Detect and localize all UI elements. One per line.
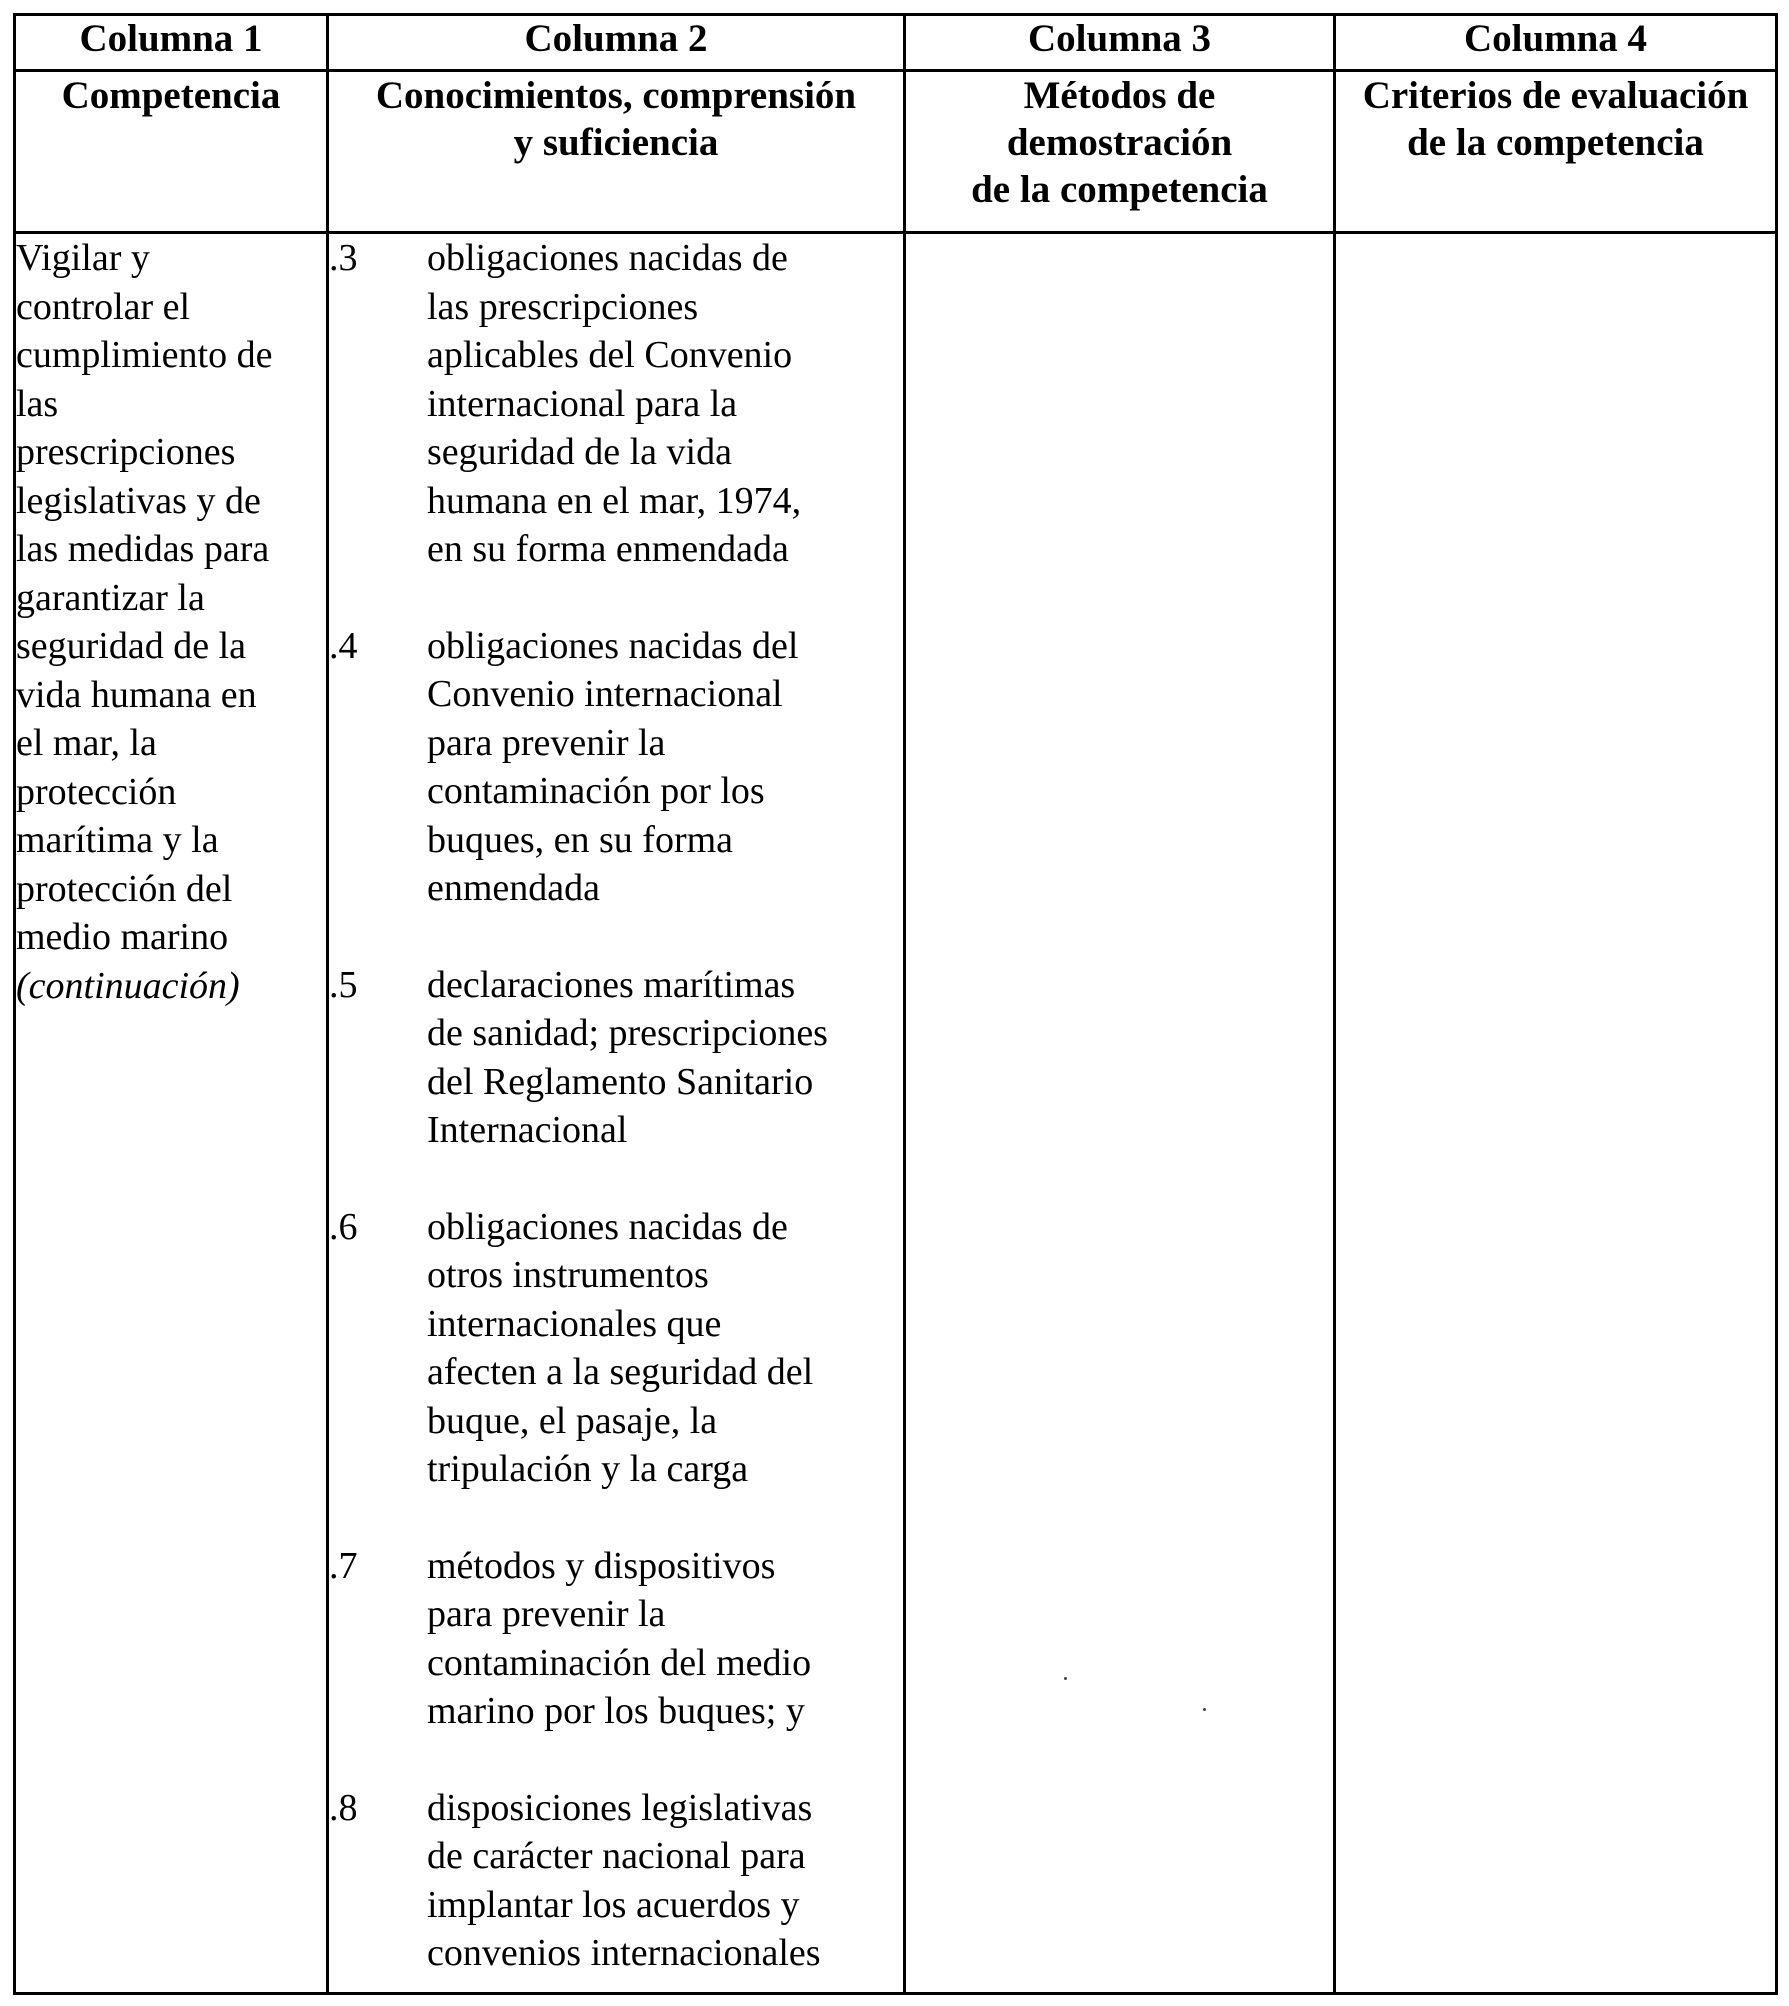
item-line: de sanidad; prescripciones [427,1012,828,1054]
list-item [329,1542,903,1736]
item-number: .6 [329,1205,358,1248]
item-line: obligaciones nacidas de [427,1205,788,1248]
list-item [329,961,903,1155]
competencia-line: las [16,382,59,425]
list-item [329,1203,903,1494]
competencia-line: seguridad de la [16,625,247,667]
item-text [427,1784,903,1978]
item-number: .4 [329,624,358,667]
knowledge-cell [328,233,905,1994]
item-line: internacionales que [427,1302,722,1345]
criterios-title [1335,71,1777,233]
item-line: contaminación del medio [427,1641,812,1684]
item-line: para prevenir la [427,721,666,764]
column-1-heading: Columna 1 [15,15,328,71]
item-line: buque, el pasaje, la [427,1399,718,1442]
competencia-line: el mar, la [16,722,157,764]
competence-table [13,13,1778,1995]
competencia-line: garantizar la [16,576,205,619]
item-text [427,1203,903,1494]
continuation-note: (continuación) [16,964,240,1007]
item-text [427,961,903,1155]
item-text [427,234,903,574]
item-line: declaraciones marítimas [427,963,796,1006]
item-line: buques, en su forma [427,818,734,861]
competencia-line: protección del [16,867,233,910]
scan-speck [1064,1677,1067,1680]
competencia-cell [15,233,328,1994]
column-3-heading: Columna 3 [905,15,1335,71]
criterios-cell [1335,233,1777,1994]
item-line: disposiciones legislativas [427,1786,813,1829]
item-line: afecten a la seguridad del [427,1351,814,1393]
title-line: Competencia [61,74,281,117]
competencia-line: marítima y la [16,819,219,861]
item-text [427,1542,903,1736]
item-number: .3 [329,237,358,279]
conocimientos-title [328,71,905,233]
competencia-line: cumplimiento de [16,334,273,376]
list-item [329,234,903,574]
competencia-line: prescripciones [16,431,236,473]
item-text [427,622,903,913]
title-line: Conocimientos, comprensión [375,74,857,117]
column-number-row [15,15,1777,71]
list-item [329,622,903,913]
item-line: del Reglamento Sanitario [427,1060,814,1103]
competencia-line: controlar el [16,285,191,328]
metodos-cell [905,233,1335,1994]
item-line: obligaciones nacidas de [427,237,788,279]
item-line: tripulación y la carga [427,1448,749,1490]
column-2-heading: Columna 2 [328,15,905,71]
item-line: implantar los acuerdos y [427,1883,800,1926]
column-title-row [15,71,1777,233]
metodos-title [905,71,1335,233]
scan-speck [1203,1708,1206,1711]
competencia-title [15,71,328,233]
competencia-line: Vigilar y [16,237,150,279]
competencia-line: legislativas y de [16,479,261,522]
item-line: seguridad de la vida [427,431,732,473]
competencia-line: vida humana en [16,673,257,716]
title-line: de la competencia [971,168,1268,211]
column-4-heading: Columna 4 [1335,15,1777,71]
item-number: .7 [329,1544,358,1587]
item-line: Internacional [427,1109,628,1151]
competencia-line: las medidas para [16,528,270,570]
title-line: Criterios de evaluación [1362,74,1749,117]
item-line: convenios internacionales [427,1932,821,1974]
item-line: humana en el mar, 1974, [427,479,802,522]
item-line: aplicables del Convenio [427,334,793,376]
title-line: y suficiencia [513,121,719,164]
item-line: obligaciones nacidas del [427,624,799,667]
item-line: de carácter nacional para [427,1835,806,1877]
item-line: en su forma enmendada [427,528,789,570]
item-number: .5 [329,963,358,1006]
item-line: enmendada [427,867,601,909]
item-line: Convenio internacional [427,673,783,715]
title-line: de la competencia [1407,121,1704,164]
item-line: para prevenir la [427,1593,666,1635]
item-line: métodos y dispositivos [427,1544,776,1587]
item-number: .8 [329,1786,358,1829]
competencia-line: protección [16,770,177,813]
item-line: marino por los buques; y [427,1690,805,1732]
competencia-line: medio marino [16,916,229,958]
list-item [329,1784,903,1978]
title-line: Métodos de [1023,74,1216,117]
content-row [15,233,1777,1994]
title-line: demostración [1006,121,1233,164]
item-line: las prescripciones [427,285,699,328]
item-line: contaminación por los [427,770,765,812]
item-line: otros instrumentos [427,1254,709,1296]
item-line: internacional para la [427,382,738,425]
